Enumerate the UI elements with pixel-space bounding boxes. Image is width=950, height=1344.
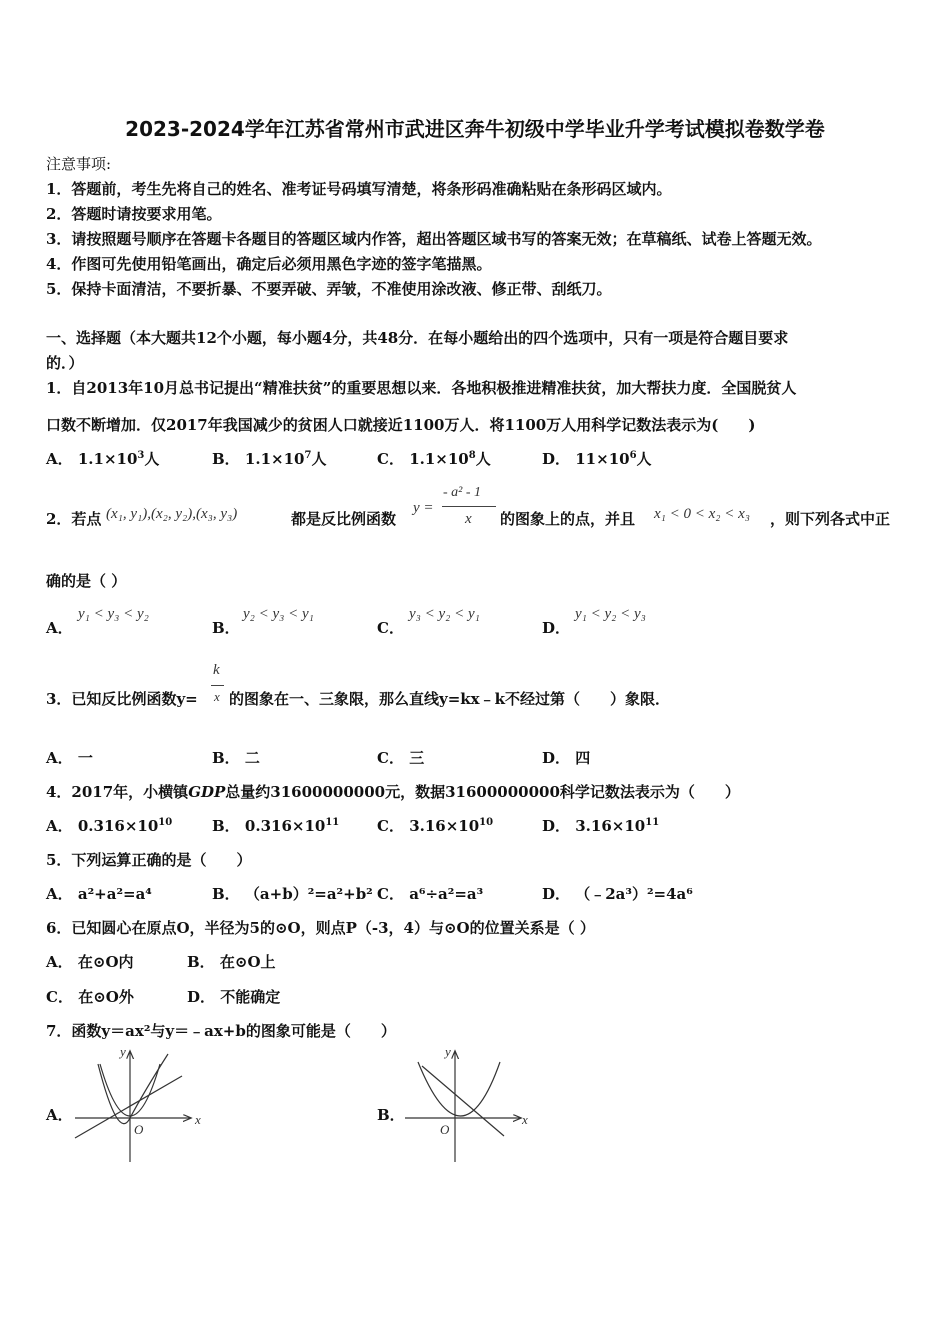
q4-option-c: C． $3.16\times 10^{10}$ [377, 817, 494, 835]
q5-option-b: B． （a+b）²=a²+b² [212, 885, 373, 903]
notice-item: 2．答题时请按要求用笔。 [46, 205, 222, 223]
notice-item: 1．答题前，考生先将自己的姓名、准考证号码填写清楚，将条形码准确粘贴在条形码区域内。 [46, 180, 672, 198]
page-title: 2023-2024学年江苏省常州市武进区奔牛初级中学毕业升学考试模拟卷数学卷 [125, 117, 825, 141]
q2-option-b: y₂ < y₃ < y₁ [243, 606, 314, 622]
q5-option-a: A． a²+a²=a⁴ [46, 885, 152, 903]
q2-option-c: y₃ < y₂ < y₁ [409, 606, 480, 622]
q2-points: (x₁, y₁),(x₂, y₂),(x₃, y₃) [106, 506, 238, 522]
q4-option-d: D． $3.16\times 10^{11}$ [542, 817, 660, 835]
q6-option-a: A． 在⊙O内 [46, 953, 134, 971]
q5-option-d: D． （﹣2a³）²=4a⁶ [542, 885, 693, 903]
fraction-bar [211, 685, 224, 686]
q4-option-a: A． $0.316\times 10^{10}$ [46, 817, 173, 835]
q2-func-denominator: x [465, 511, 472, 527]
q5-option-c: C． a⁶÷a²=a³ [377, 885, 484, 903]
question-4-text: 4．2017年，小横镇GDP总量约31600000000元，数据31600000000科学记数法表示为（ ） [46, 783, 740, 801]
q1-option-d: D． $11\times 10^6$人 [542, 450, 652, 468]
q3-option-c: C． 三 [377, 749, 425, 767]
q2-option-a: y₁ < y₃ < y₂ [78, 606, 149, 622]
q3-option-a: A． 一 [46, 749, 93, 767]
q3-option-d: D． 四 [542, 749, 591, 767]
question-3-text: 的图象在一、三象限，那么直线y=kx﹣k不经过第（ ）象限． [229, 690, 671, 708]
q3-frac-numerator: k [213, 662, 220, 678]
question-2-prefix: 2．若点 [46, 510, 102, 528]
y-axis-label: y [120, 1044, 126, 1059]
q2-tail-text: ，则下列各式中正 [770, 510, 891, 528]
q6-option-b: B． 在⊙O上 [187, 953, 276, 971]
q3-option-b: B． 二 [212, 749, 260, 767]
q6-option-c: C． 在⊙O外 [46, 988, 134, 1006]
straight-line [422, 1066, 504, 1136]
q3-frac-denominator: x [214, 689, 220, 704]
q2-func-numerator: - a² - 1 [443, 485, 482, 500]
q2-func-lhs: y = [413, 500, 434, 516]
question-5-text: 5．下列运算正确的是（ ） [46, 851, 252, 869]
q4-option-b: B． $0.316\times 10^{11}$ [212, 817, 340, 835]
question-1-text: 1．自2013年10月总书记提出“精准扶贫”的重要思想以来．各地积极推进精准扶贫，加大帮扶力度．全国脱贫人 [46, 379, 797, 397]
q2-option-a-label: A． [46, 619, 73, 637]
q2-option-b-label: B． [212, 619, 240, 637]
notice-item: 3．请按照题号顺序在答题卡各题目的答题区域内作答，超出答题区域书写的答案无效；在草稿纸、试卷上答题无效。 [46, 230, 822, 248]
parabola [418, 1062, 500, 1116]
q7-option-a-label: A． [46, 1106, 73, 1124]
x-axis-label: x [522, 1112, 528, 1127]
y-axis-label: y [445, 1044, 451, 1059]
question-7-text: 7．函数y＝ax²与y＝﹣ax+b的图象可能是（ ） [46, 1022, 396, 1040]
q7-option-b-label: B． [377, 1106, 405, 1124]
q1-option-a: A． $1.1\times 10^3$人 [46, 450, 160, 468]
q2-mid-text: 都是反比例函数 [291, 510, 397, 528]
question-6-text: 6．已知圆心在原点O，半径为5的⊙O，则点P（-3，4）与⊙O的位置关系是（ ） [46, 919, 595, 937]
section-heading: 一、选择题（本大题共12个小题，每小题4分，共48分．在每小题给出的四个选项中，只有一项是符合题目要求 [46, 329, 789, 347]
question-1-text-cont: 口数不断增加．仅2017年我国减少的贫困人口就接近1100万人．将1100万人用科学记数法表示为( ) [46, 416, 756, 434]
q7-graph-b [400, 1042, 540, 1164]
q2-after-text: 的图象上的点，并且 [500, 510, 636, 528]
notice-heading: 注意事项: [46, 155, 112, 173]
q1-option-c: C． $1.1\times 10^8$人 [377, 450, 491, 468]
q2-option-d-label: D． [542, 619, 571, 637]
fraction-bar [442, 506, 496, 507]
origin-label: O [440, 1122, 450, 1137]
q2-option-c-label: C． [377, 619, 404, 637]
straight-line [75, 1076, 182, 1138]
question-3-prefix: 3．已知反比例函数y= [46, 690, 198, 708]
origin-label: O [134, 1122, 144, 1137]
section-heading-cont: 的．） [46, 354, 84, 372]
notice-item: 4．作图可先使用铅笔画出，确定后必须用黑色字迹的签字笔描黑。 [46, 255, 492, 273]
q6-option-d: D． 不能确定 [187, 988, 281, 1006]
q1-option-b: B． $1.1\times 10^7$人 [212, 450, 327, 468]
q7-graph-a [70, 1042, 210, 1164]
q2-condition: x₁ < 0 < x₂ < x₃ [654, 506, 750, 522]
q2-option-d: y₁ < y₂ < y₃ [575, 606, 646, 622]
notice-item: 5．保持卡面清洁，不要折暴、不要弄破、弄皱，不准使用涂改液、修正带、刮纸刀。 [46, 280, 612, 298]
x-axis-label: x [195, 1112, 201, 1127]
question-2-text-cont: 确的是（ ） [46, 572, 127, 590]
